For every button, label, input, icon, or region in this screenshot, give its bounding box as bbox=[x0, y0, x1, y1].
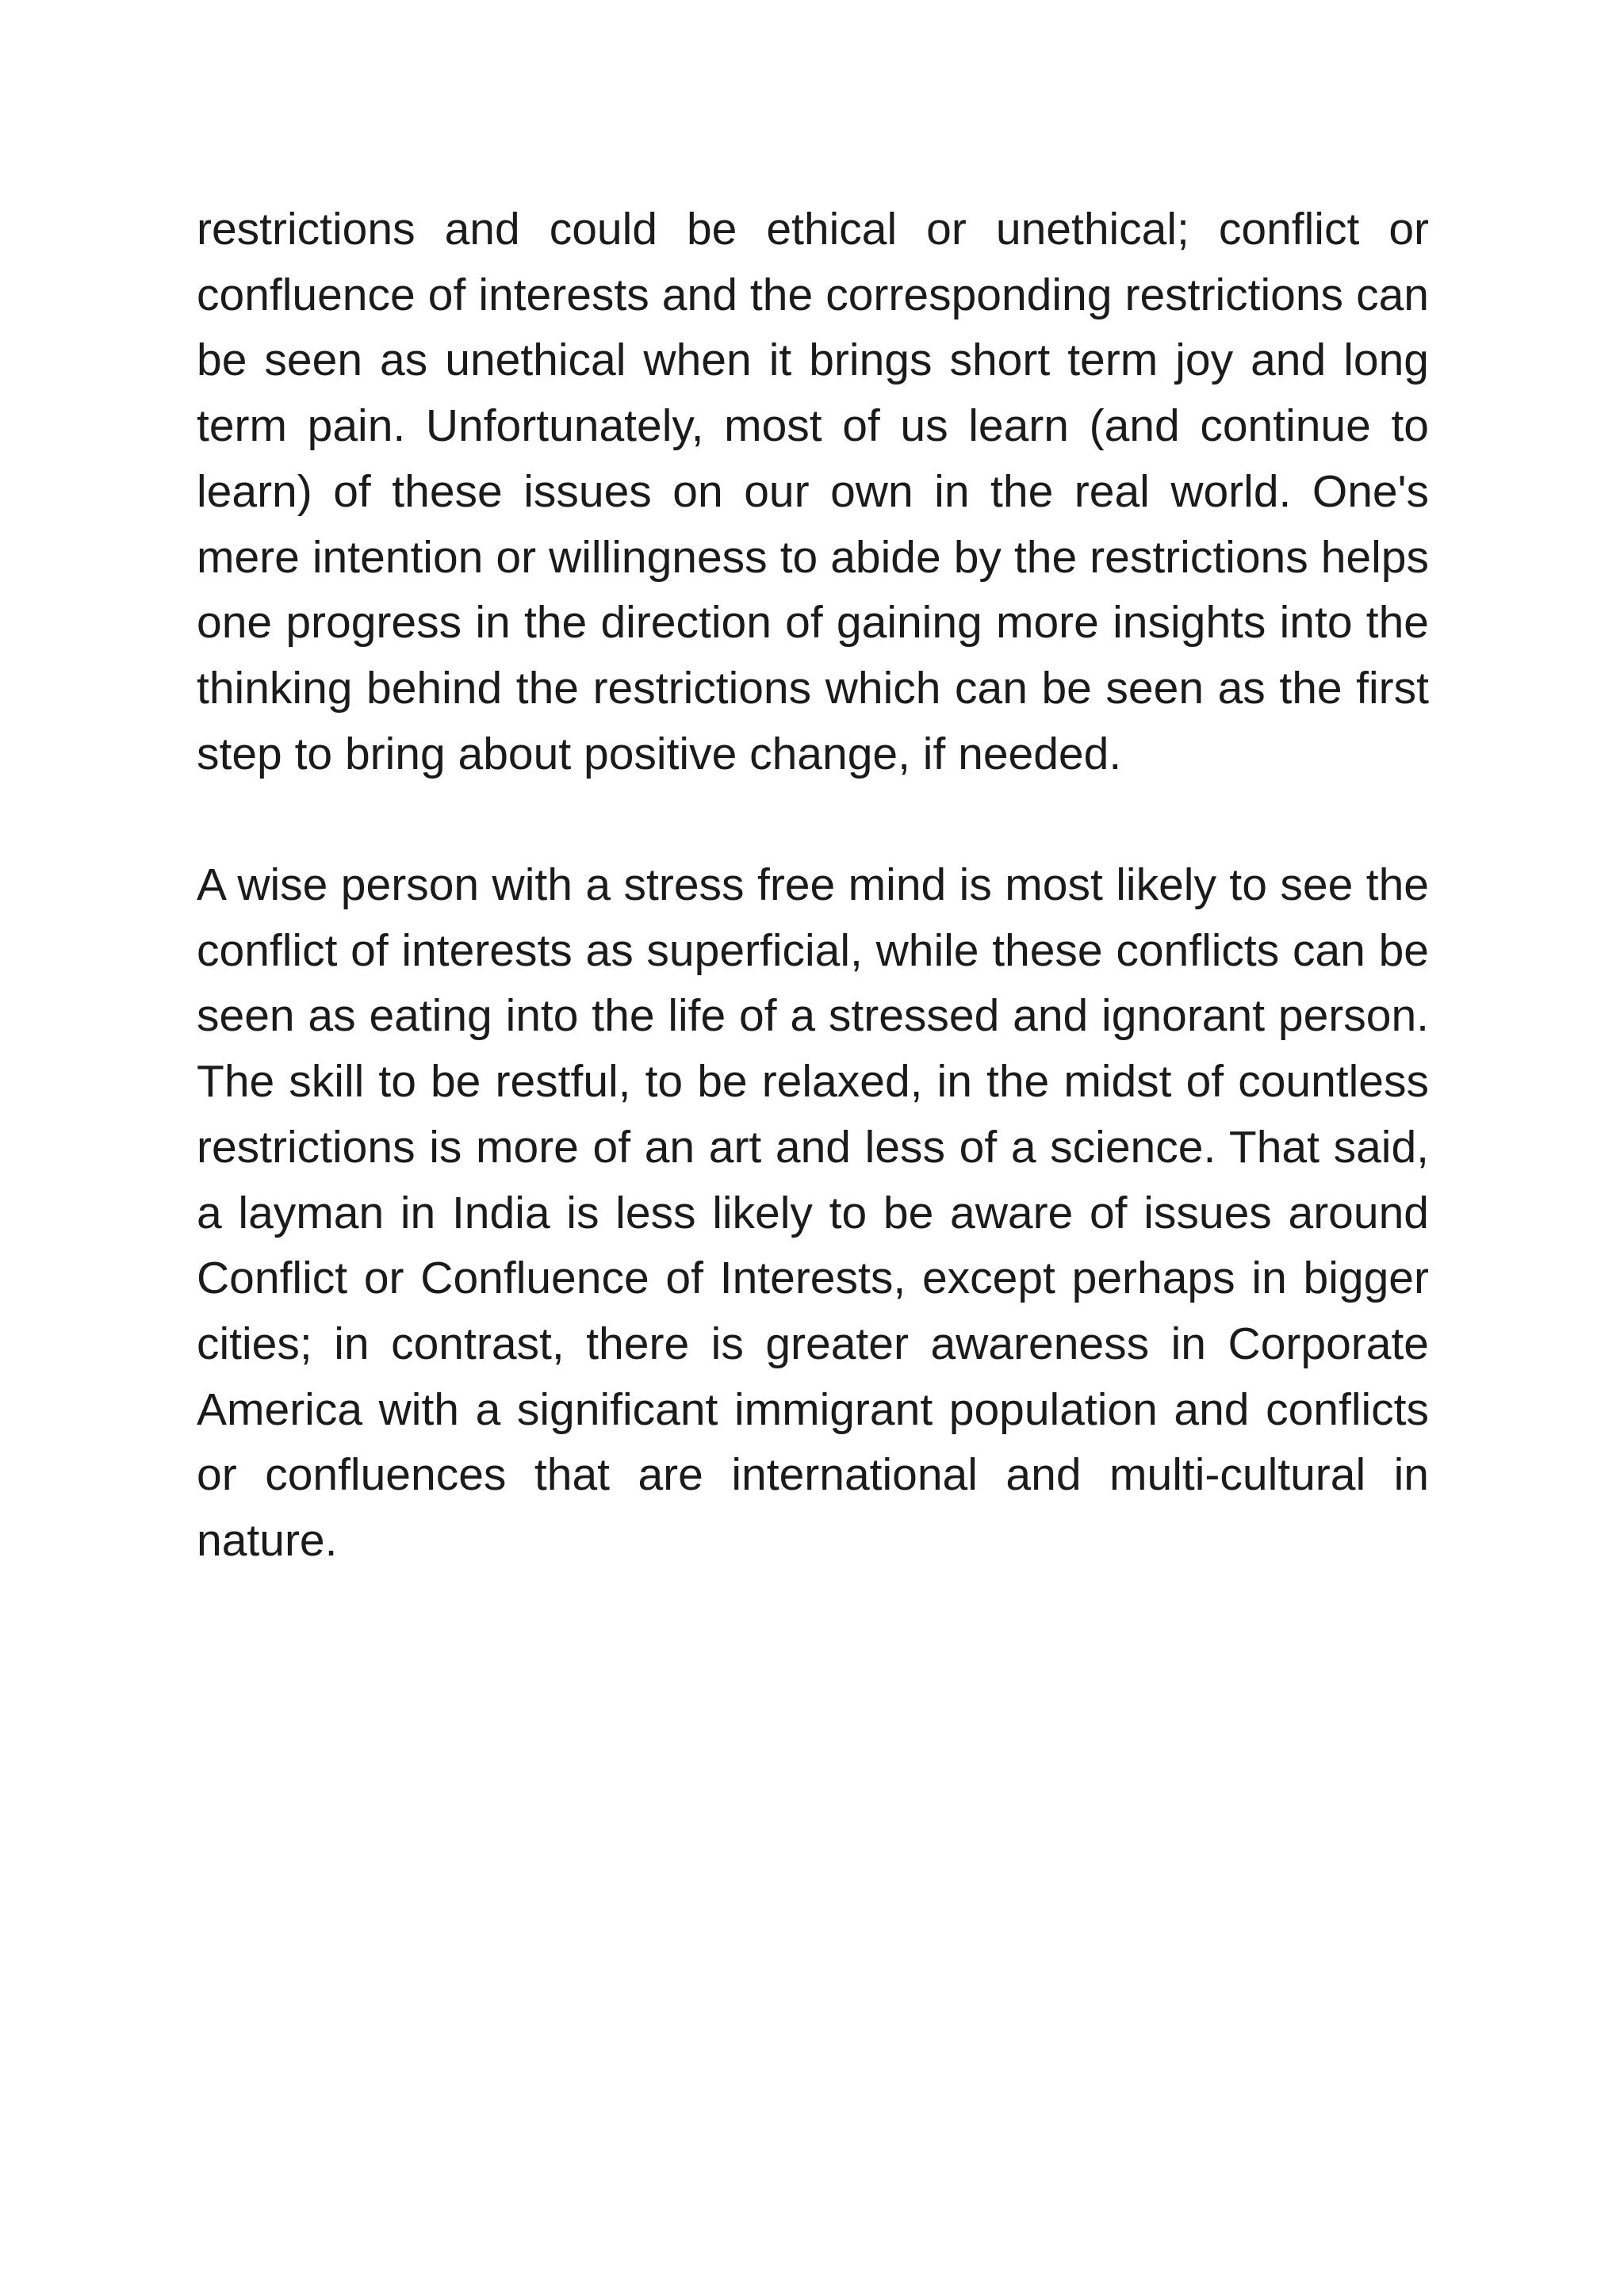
body-text bbox=[197, 197, 1429, 1574]
paragraph-2: A wise person with a stress free mind is most likely to see the conflict of interests as superficial, while these conflicts can be seen as eating into the life of a stressed and ignorant person. The skill to be restful, to be relaxed, in the midst of countless restrictions is more of an art and less of a science. That said, a layman in India is less likely to be aware of issues around Conflict or Confluence of Interests, except perhaps in bigger cities; in contrast, there is greater awareness in Corporate America with a significant immigrant population and conflicts or confluences that are international and multi-cultural in nature. bbox=[197, 859, 1429, 1567]
paragraph-1: restrictions and could be ethical or unethical; conflict or confluence of interests and the corresponding restrictions can be seen as unethical when it brings short term joy and long term pain. Unfortunately, most of us learn (and continue to learn) of these issues on our own in the real world. One's mere intention or willingness to abide by the restrictions helps one progress in the direction of gaining more insights into the thinking behind the restrictions which can be seen as the first step to bring about positive change, if needed. bbox=[197, 204, 1429, 779]
